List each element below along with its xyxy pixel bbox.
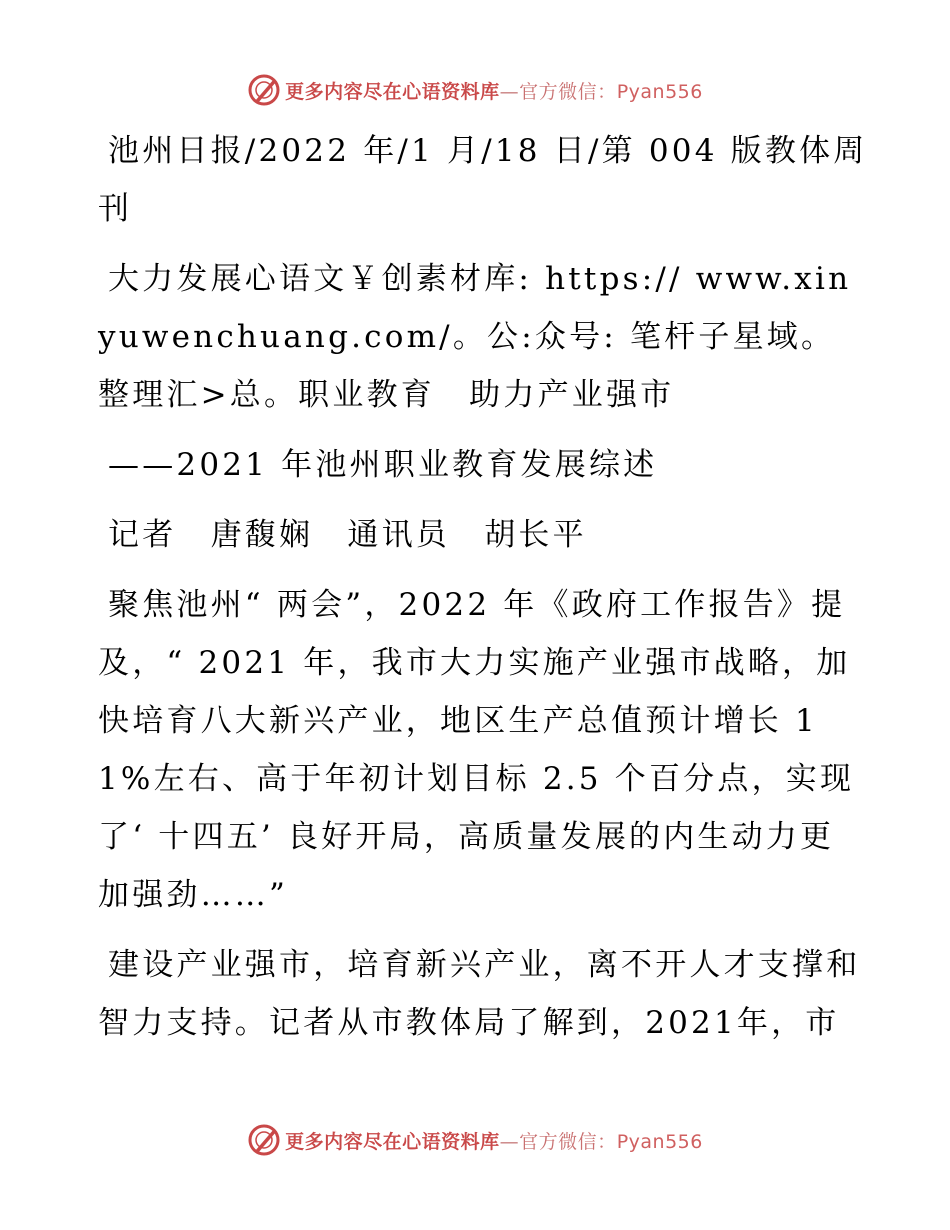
article-body bbox=[98, 122, 868, 1052]
paragraph-2: 建设产业强市，培育新兴产业，离不开人才支撑和智力支持。记者从市教体局了解到，2021年，市 bbox=[98, 947, 861, 1041]
pen-logo-icon bbox=[247, 1123, 281, 1157]
notice-paragraph: 大力发展心语文￥创素材库: https:// www.xinyuwenchuang.com/。公:众号: 笔杆子星域。整理汇>总。职业教育 助力产业强市 bbox=[98, 261, 852, 413]
banner-text: 更多内容尽在心语资料库—官方微信：Pyan556 bbox=[285, 80, 703, 103]
paragraph-1: 聚焦池州“ 两会”，2022 年《政府工作报告》提及，“ 2021 年，我市大力实施产业强市战略，加快培育八大新兴产业，地区生产总值预计增长 11%左右、高于年初计划目标 2.5 个百分点，实现了‘ 十四五’ 良好开局，高质量发展的内生动力更加强劲……” bbox=[98, 587, 855, 913]
source-line: 池州日报/2022 年/1 月/18 日/第 004 版教体周刊 bbox=[98, 133, 868, 227]
article-subtitle: ——2021 年池州职业教育发展综述 bbox=[108, 447, 658, 483]
byline: 记者 唐馥娴 通讯员 胡长平 bbox=[108, 517, 587, 553]
pen-logo-icon bbox=[247, 73, 281, 107]
header-banner bbox=[0, 70, 950, 110]
banner-text: 更多内容尽在心语资料库—官方微信：Pyan556 bbox=[285, 1130, 703, 1153]
footer-banner bbox=[0, 1120, 950, 1160]
